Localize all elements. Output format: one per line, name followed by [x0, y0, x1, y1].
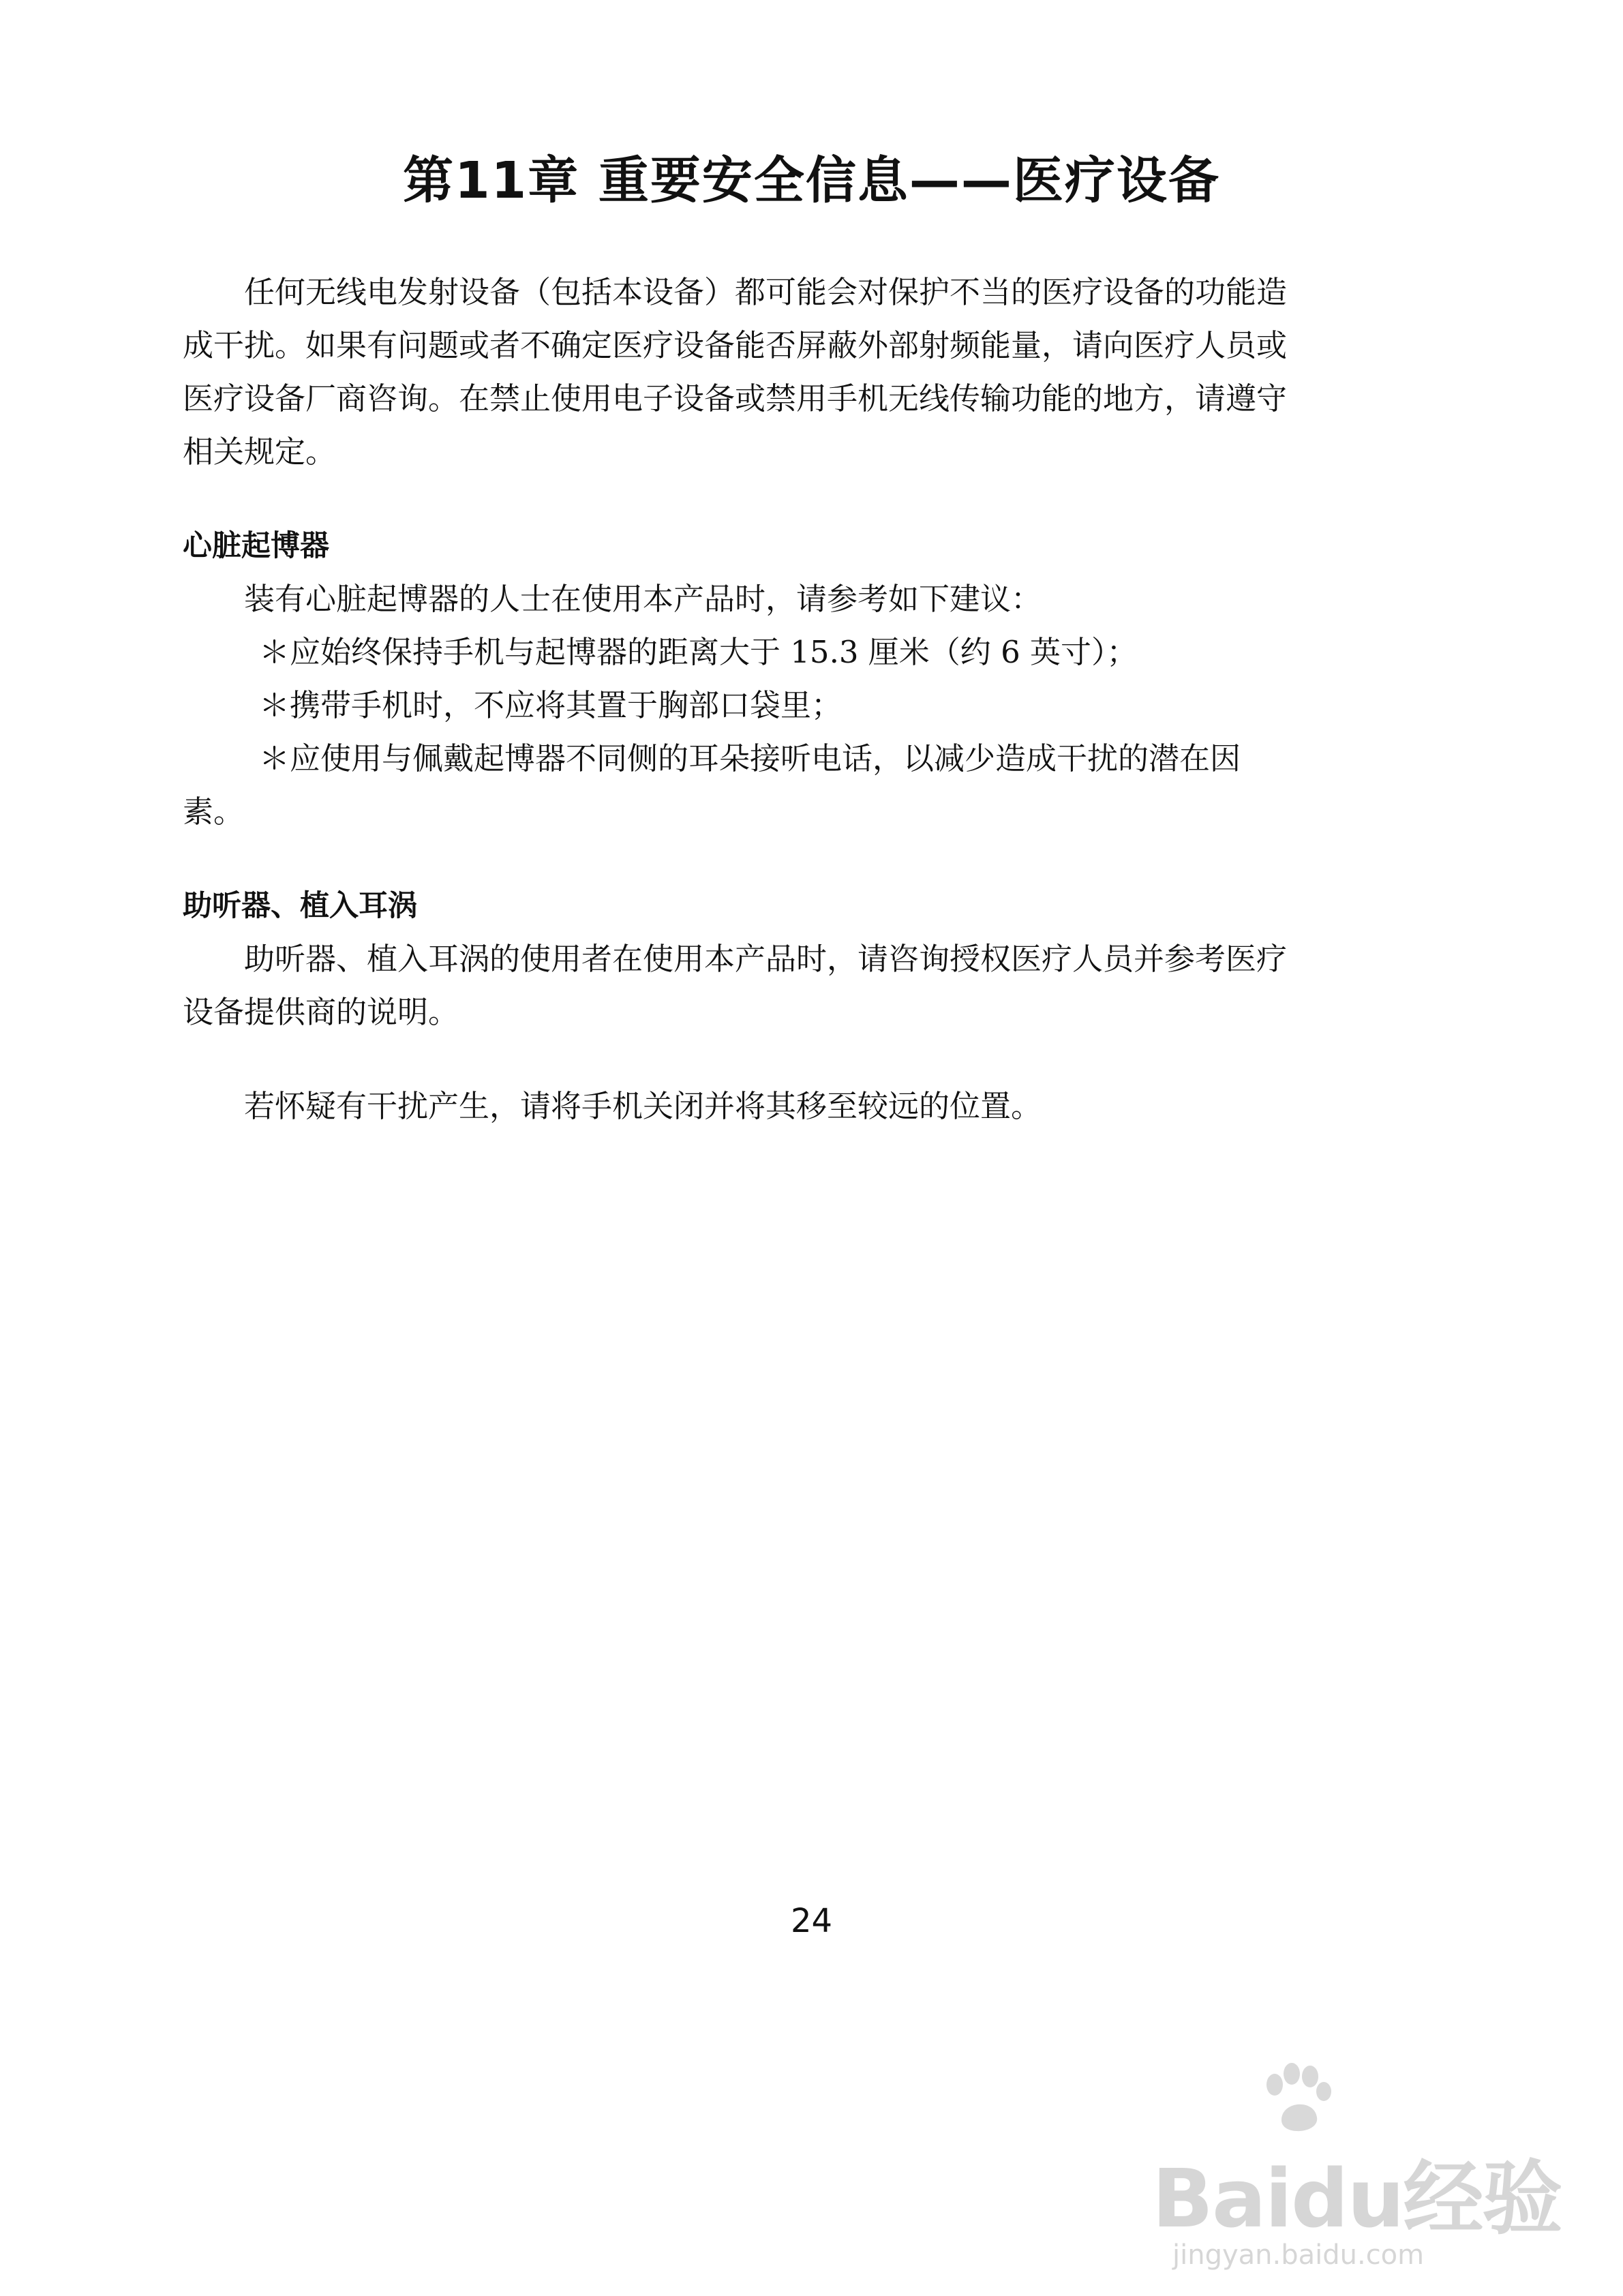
- spacer: [183, 1039, 1292, 1080]
- baidu-watermark: [1152, 2059, 1588, 2277]
- pacemaker-heading: 心脏起博器: [183, 529, 329, 563]
- intro-paragraph: 任何无线电发射设备（包括本设备）都可能会对保护不当的医疗设备的功能造成干扰。如果有问题或者不确定医疗设备能否屏蔽外部射频能量，请向医疗人员或医疗设备厂商咨询。在禁止使用电子设备或禁用手机无线传输功能的地方，请遵守相关规定。: [183, 274, 1288, 470]
- pacemaker-bullet-ear: ＊应使用与佩戴起博器不同侧的耳朵接听电话，以减少造成干扰的潜在因素。: [183, 740, 1241, 830]
- paw-icon: [1254, 2059, 1336, 2141]
- chapter-title: 第11章 重要安全信息——医疗设备: [403, 151, 1220, 210]
- page-content: [183, 266, 1292, 1133]
- watermark-url: jingyan.baidu.com: [1172, 2239, 1425, 2271]
- closing-paragraph: 若怀疑有干扰产生，请将手机关闭并将其移至较远的位置。: [244, 1088, 1042, 1124]
- pacemaker-intro: 装有心脏起博器的人士在使用本产品时，请参考如下建议：: [244, 581, 1042, 617]
- hearing-aid-heading: 助听器、植入耳涡: [183, 889, 417, 923]
- watermark-logo: Baidu经验: [1152, 2151, 1562, 2246]
- pacemaker-bullet-pocket: ＊携带手机时，不应将其置于胸部口袋里；: [259, 687, 843, 723]
- hearing-aid-body: 助听器、植入耳涡的使用者在使用本产品时，请咨询授权医疗人员并参考医疗设备提供商的说明。: [183, 941, 1288, 1030]
- pacemaker-bullet-distance: ＊应始终保持手机与起博器的距离大于 15.3 厘米（约 6 英寸）；: [259, 634, 1138, 670]
- page-number: 24: [790, 1902, 833, 1940]
